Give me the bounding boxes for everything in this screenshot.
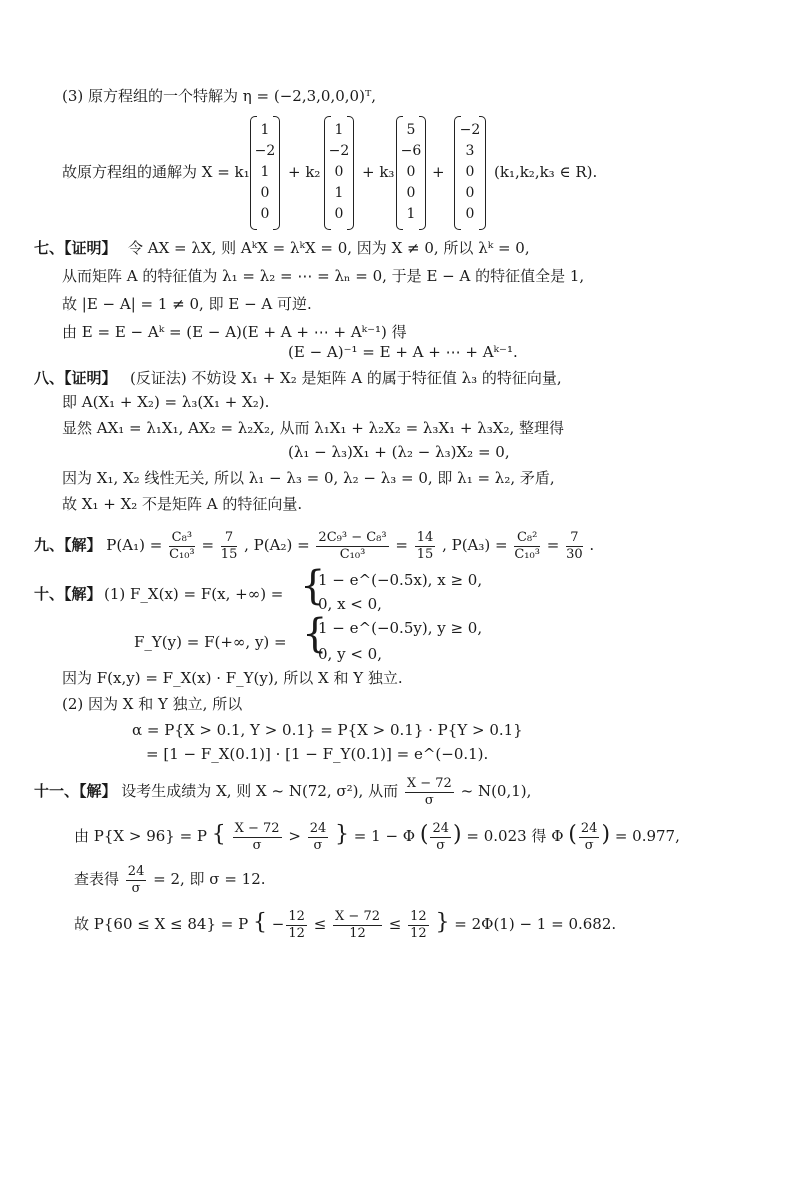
fraction [430, 821, 451, 854]
general-prefix: 故原方程组的通解为 X = k₁ [62, 163, 250, 181]
v1-cell: −2 [254, 143, 276, 159]
q10-line: = [1 − F_X(0.1)] · [1 − F_Y(0.1)] = e^(−0.1). [146, 745, 489, 763]
v4-cell: −2 [459, 122, 481, 138]
v3-cell: 5 [406, 122, 416, 138]
fy-def: F_Y(y) = F(+∞, y) = [134, 633, 287, 651]
q7-line: 故 |E − A| = 1 ≠ 0, 即 E − A 可逆. [62, 295, 312, 313]
numerator: 24 [127, 863, 145, 879]
fraction [514, 530, 540, 563]
particular-solution: (3) 原方程组的一个特解为 η = (−2,3,0,0,0)ᵀ, [62, 87, 377, 105]
v1-cell: 1 [260, 164, 270, 180]
denominator: 12 [349, 925, 366, 941]
fraction [126, 864, 147, 897]
q11-text: > [288, 827, 301, 845]
fx-def: (1) F_X(x) = F(x, +∞) = [104, 585, 284, 603]
fraction [286, 909, 307, 942]
v2-cell: 1 [334, 122, 344, 138]
numerator: 14 [416, 529, 434, 545]
plus-k3: + k₃ [362, 163, 395, 181]
v4-cell: 0 [465, 206, 475, 222]
q11-text: ~ N(0,1), [460, 782, 532, 800]
numerator: 7 [566, 530, 583, 547]
q10-heading: 十、【解】 [34, 585, 102, 603]
v4-cell: 3 [465, 143, 475, 159]
denominator: σ [131, 880, 141, 896]
fraction [169, 530, 195, 563]
fraction [316, 530, 388, 563]
q11-text: 查表得 [74, 870, 120, 888]
fraction [415, 530, 436, 563]
q7-line: 令 AX = λX, 则 AᵏX = λᵏX = 0, 因为 X ≠ 0, 所以 λᵏ = 0, [128, 239, 530, 257]
q10-line: (2) 因为 X 和 Y 独立, 所以 [62, 695, 243, 713]
q11-text: = 2Φ(1) − 1 = 0.682. [454, 915, 617, 933]
denominator: σ [424, 792, 434, 808]
v2-cell: 0 [334, 164, 344, 180]
q8-line: 故 X₁ + X₂ 不是矩阵 A 的特征向量. [62, 495, 303, 513]
denominator: σ [436, 837, 446, 853]
numerator: X − 72 [335, 908, 381, 924]
fraction [579, 821, 600, 854]
fraction [221, 530, 238, 563]
q9-text: . [589, 536, 595, 554]
q11-text: 由 P{X > 96} = P [74, 827, 208, 845]
q11-text: = 1 − Φ [353, 827, 416, 845]
denominator: C₁₀³ [339, 546, 366, 562]
fraction [566, 530, 583, 563]
brace-icon: { [302, 611, 328, 657]
vector-2 [324, 116, 354, 234]
vector-3 [396, 116, 426, 234]
fx-case: 0, x < 0, [318, 595, 382, 613]
q7-line: (E − A)⁻¹ = E + A + ⋯ + Aᵏ⁻¹. [288, 343, 518, 361]
numerator: 12 [288, 908, 305, 924]
vector-4 [454, 116, 486, 234]
denominator: 12 [410, 925, 427, 941]
q8-line: 即 A(X₁ + X₂) = λ₃(X₁ + X₂). [62, 393, 270, 411]
numerator: 2C₉³ − C₈³ [318, 529, 387, 545]
v2-cell: −2 [328, 143, 350, 159]
v4-cell: 0 [465, 185, 475, 201]
v2-cell: 0 [334, 206, 344, 222]
numerator: X − 72 [406, 775, 452, 791]
denominator: C₁₀³ [169, 546, 195, 562]
denominator: 15 [220, 546, 238, 562]
numerator: X − 72 [234, 820, 280, 836]
denominator: C₁₀³ [514, 546, 540, 562]
q9-text: , P(A₃) = [442, 536, 508, 554]
v2-cell: 1 [334, 185, 344, 201]
fraction [233, 821, 282, 854]
q11-text: 故 P{60 ≤ X ≤ 84} = P [74, 915, 249, 933]
q9-text: = [546, 536, 560, 554]
q10-line: α = P{X > 0.1, Y > 0.1} = P{X > 0.1} · P{Y > 0.1} [132, 721, 523, 739]
q11-line [74, 862, 266, 897]
q9-text: = [395, 536, 408, 554]
q7-heading: 七、【证明】 [34, 239, 117, 257]
q11-line [34, 774, 531, 809]
numerator: C₈³ [169, 530, 195, 547]
plus-k2: + k₂ [288, 163, 321, 181]
fx-case: 1 − e^(−0.5x), x ≥ 0, [318, 571, 483, 589]
v1-cell: 0 [260, 185, 270, 201]
q7-line: 从而矩阵 A 的特征值为 λ₁ = λ₂ = ⋯ = λₙ = 0, 于是 E − A 的特征值全是 1, [62, 267, 585, 285]
denominator: σ [313, 837, 323, 853]
plus-sign: + [432, 163, 445, 181]
q8-line: 显然 AX₁ = λ₁X₁, AX₂ = λ₂X₂, 从而 λ₁X₁ + λ₂X₂ = λ₃X₁ + λ₃X₂, 整理得 [62, 419, 564, 437]
numerator: 24 [580, 820, 598, 836]
fraction [333, 909, 382, 942]
denominator: σ [584, 837, 594, 853]
numerator: 12 [410, 908, 427, 924]
general-solution [62, 116, 622, 234]
q8-line: 因为 X₁, X₂ 线性无关, 所以 λ₁ − λ₃ = 0, λ₂ − λ₃ = 0, 即 λ₁ = λ₂, 矛盾, [62, 469, 555, 487]
fraction [308, 821, 329, 854]
q11-line: 故 P{60 ≤ X ≤ 84} = P { − $\frac{12}{12}$ ≤ $\frac{X - 72}{12}$ ≤ $\frac{12}{12}$ } = 2Φ(1) − 1 = 0.682. [74, 908, 617, 941]
q11-text: = 0.023 得 Φ [466, 827, 564, 845]
q9-line [34, 528, 594, 563]
v3-cell: −6 [400, 143, 422, 159]
q9-heading: 九、【解】 [34, 536, 102, 554]
general-suffix: (k₁,k₂,k₃ ∈ R). [494, 163, 598, 181]
numerator: C₈² [514, 530, 540, 547]
brace-icon: { [300, 563, 326, 609]
q8-line: (λ₁ − λ₃)X₁ + (λ₂ − λ₃)X₂ = 0, [288, 443, 510, 461]
fraction [408, 909, 429, 942]
v1-cell: 1 [260, 122, 270, 138]
q11-text: 设考生成绩为 X, 则 X ~ N(72, σ²), 从而 [121, 782, 399, 800]
v3-cell: 0 [406, 164, 416, 180]
numerator: 7 [221, 530, 238, 547]
q10-line: 因为 F(x,y) = F_X(x) · F_Y(y), 所以 X 和 Y 独立. [62, 669, 403, 687]
denominator: 15 [416, 546, 434, 562]
fraction [405, 776, 454, 809]
v1-cell: 0 [260, 206, 270, 222]
q9-text: = [201, 536, 215, 554]
numerator: 24 [309, 820, 327, 836]
q8-line: (反证法) 不妨设 X₁ + X₂ 是矩阵 A 的属于特征值 λ₃ 的特征向量, [130, 369, 562, 387]
q11-heading: 十一、【解】 [34, 782, 117, 800]
fy-case: 1 − e^(−0.5y), y ≥ 0, [318, 619, 483, 637]
denominator: 30 [566, 546, 583, 562]
vector-1 [250, 116, 280, 234]
denominator: 12 [288, 925, 305, 941]
v4-cell: 0 [465, 164, 475, 180]
fy-case: 0, y < 0, [318, 645, 382, 663]
v3-cell: 0 [406, 185, 416, 201]
q11-line: 由 P{X > 96} = P { $\frac{X - 72}{\sigma}$ > $\frac{24}{\sigma}$ } = 1 − Φ ( $\frac{24}{\sigma}$ ) = 0.023 得 Φ ( $\frac{24}{\sigma}$ ) = 0.977, [74, 820, 680, 853]
denominator: σ [252, 837, 262, 853]
v3-cell: 1 [406, 206, 416, 222]
q9-text: P(A₁) = [106, 536, 163, 554]
q9-text: , P(A₂) = [244, 536, 310, 554]
q11-text: = 0.977, [614, 827, 680, 845]
q11-text: = 2, 即 σ = 12. [153, 870, 266, 888]
q7-line: 由 E = E − Aᵏ = (E − A)(E + A + ⋯ + Aᵏ⁻¹) 得 [62, 323, 407, 341]
q8-heading: 八、【证明】 [34, 369, 117, 387]
numerator: 24 [432, 820, 450, 836]
